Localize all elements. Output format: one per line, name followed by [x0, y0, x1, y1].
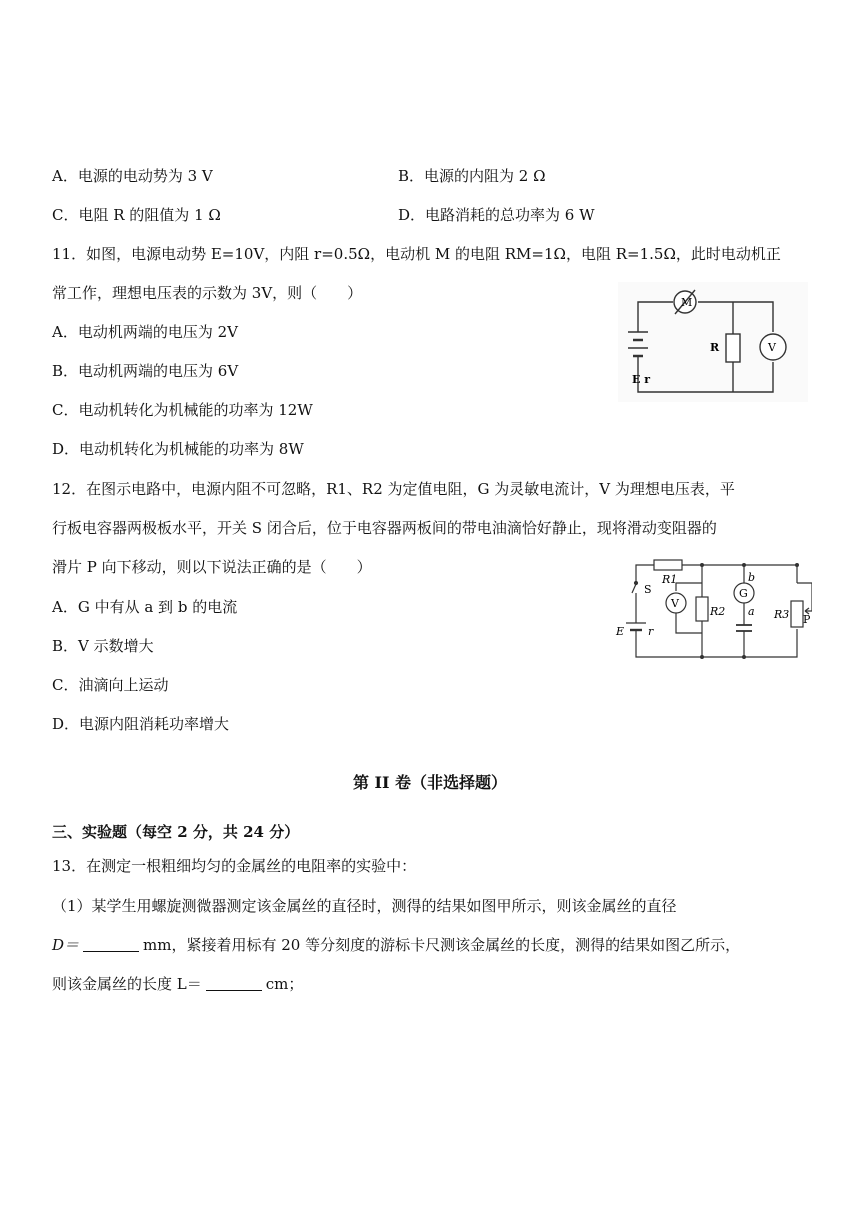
q13-part1-line1: （1）某学生用螺旋测微器测定该金属丝的直径时，测得的结果如图甲所示，则该金属丝的直径 — [52, 897, 677, 915]
q11-stem-line1: 11．如图，电源电动势 E=10V，内阻 r=0.5Ω，电动机 M 的电阻 RM=1Ω，电阻 R=1.5Ω，此时电动机正 — [52, 245, 781, 263]
q13-diameter-prefix: D＝ — [52, 936, 80, 954]
section-2-title: 第 II 卷（非选择题） — [352, 773, 508, 792]
q12-stem-line1: 12．在图示电路中，电源内阻不可忽略，R1、R2 为定值电阻，G 为灵敏电流计，V 为理想电压表，平 — [52, 480, 735, 498]
q12-r-label: r — [648, 625, 654, 638]
q12-b-label: b — [748, 571, 756, 584]
q10-option-b: B．电源的内阻为 2 Ω — [398, 167, 546, 185]
q12-stem-line3: 滑片 P 向下移动，则以下说法正确的是（ ） — [52, 558, 372, 576]
q12-voltmeter-label: V — [671, 597, 679, 610]
q11-circuit-diagram — [618, 282, 808, 402]
q12-p-label: P — [803, 613, 811, 626]
q12-option-c: C．油滴向上运动 — [52, 676, 169, 694]
q11-option-c: C．电动机转化为机械能的功率为 12W — [52, 401, 313, 419]
q12-r2-label: R2 — [710, 605, 726, 618]
q12-switch-label: S — [644, 583, 652, 596]
q12-a-label: a — [748, 605, 755, 618]
q12-stem-line2: 行板电容器两极板水平，开关 S 闭合后，位于电容器两板间的带电油滴恰好静止，现将滑动变阻器的 — [52, 519, 717, 537]
section-3-title: 三、实验题（每空 2 分，共 24 分） — [52, 823, 300, 841]
q13-stem: 13．在测定一根粗细均匀的金属丝的电阻率的实验中： — [52, 857, 417, 875]
q10-option-c: C．电阻 R 的阻值为 1 Ω — [52, 206, 221, 224]
q11-voltmeter-label: V — [768, 341, 776, 354]
q13-diameter-blank — [83, 937, 139, 952]
q12-galvanometer-label: G — [739, 587, 748, 600]
q12-option-a: A．G 中有从 a 到 b 的电流 — [52, 598, 238, 616]
q11-battery-label: E r — [632, 373, 651, 386]
q13-length-prefix: 则该金属丝的长度 L＝ — [52, 975, 202, 993]
q13-part1-line2 — [52, 935, 740, 955]
q12-option-b: B．V 示数增大 — [52, 637, 154, 655]
q11-motor-label: M — [681, 296, 693, 309]
q12-r1-label: R1 — [662, 573, 678, 586]
q12-option-d: D．电源内阻消耗功率增大 — [52, 715, 230, 733]
q12-circuit-diagram — [612, 553, 812, 663]
q12-battery-label: E — [616, 625, 625, 638]
q11-resistor-label: R — [710, 341, 720, 354]
q13-length-blank — [206, 976, 262, 991]
q10-option-d: D．电路消耗的总功率为 6 W — [398, 206, 595, 224]
q10-option-a: A．电源的电动势为 3 V — [52, 167, 213, 185]
q11-option-a: A．电动机两端的电压为 2V — [52, 323, 238, 341]
q11-option-b: B．电动机两端的电压为 6V — [52, 362, 239, 380]
q11-option-d: D．电动机转化为机械能的功率为 8W — [52, 440, 304, 458]
q13-part1-line2-rest: mm，紧接着用标有 20 等分刻度的游标卡尺测该金属丝的长度，测得的结果如图乙所示， — [143, 936, 741, 954]
q13-length-unit: cm； — [265, 975, 304, 993]
q13-part1-line3 — [52, 974, 303, 994]
q11-stem-line2: 常工作，理想电压表的示数为 3V，则（ ） — [52, 284, 363, 302]
q12-r3-label: R3 — [774, 608, 790, 621]
